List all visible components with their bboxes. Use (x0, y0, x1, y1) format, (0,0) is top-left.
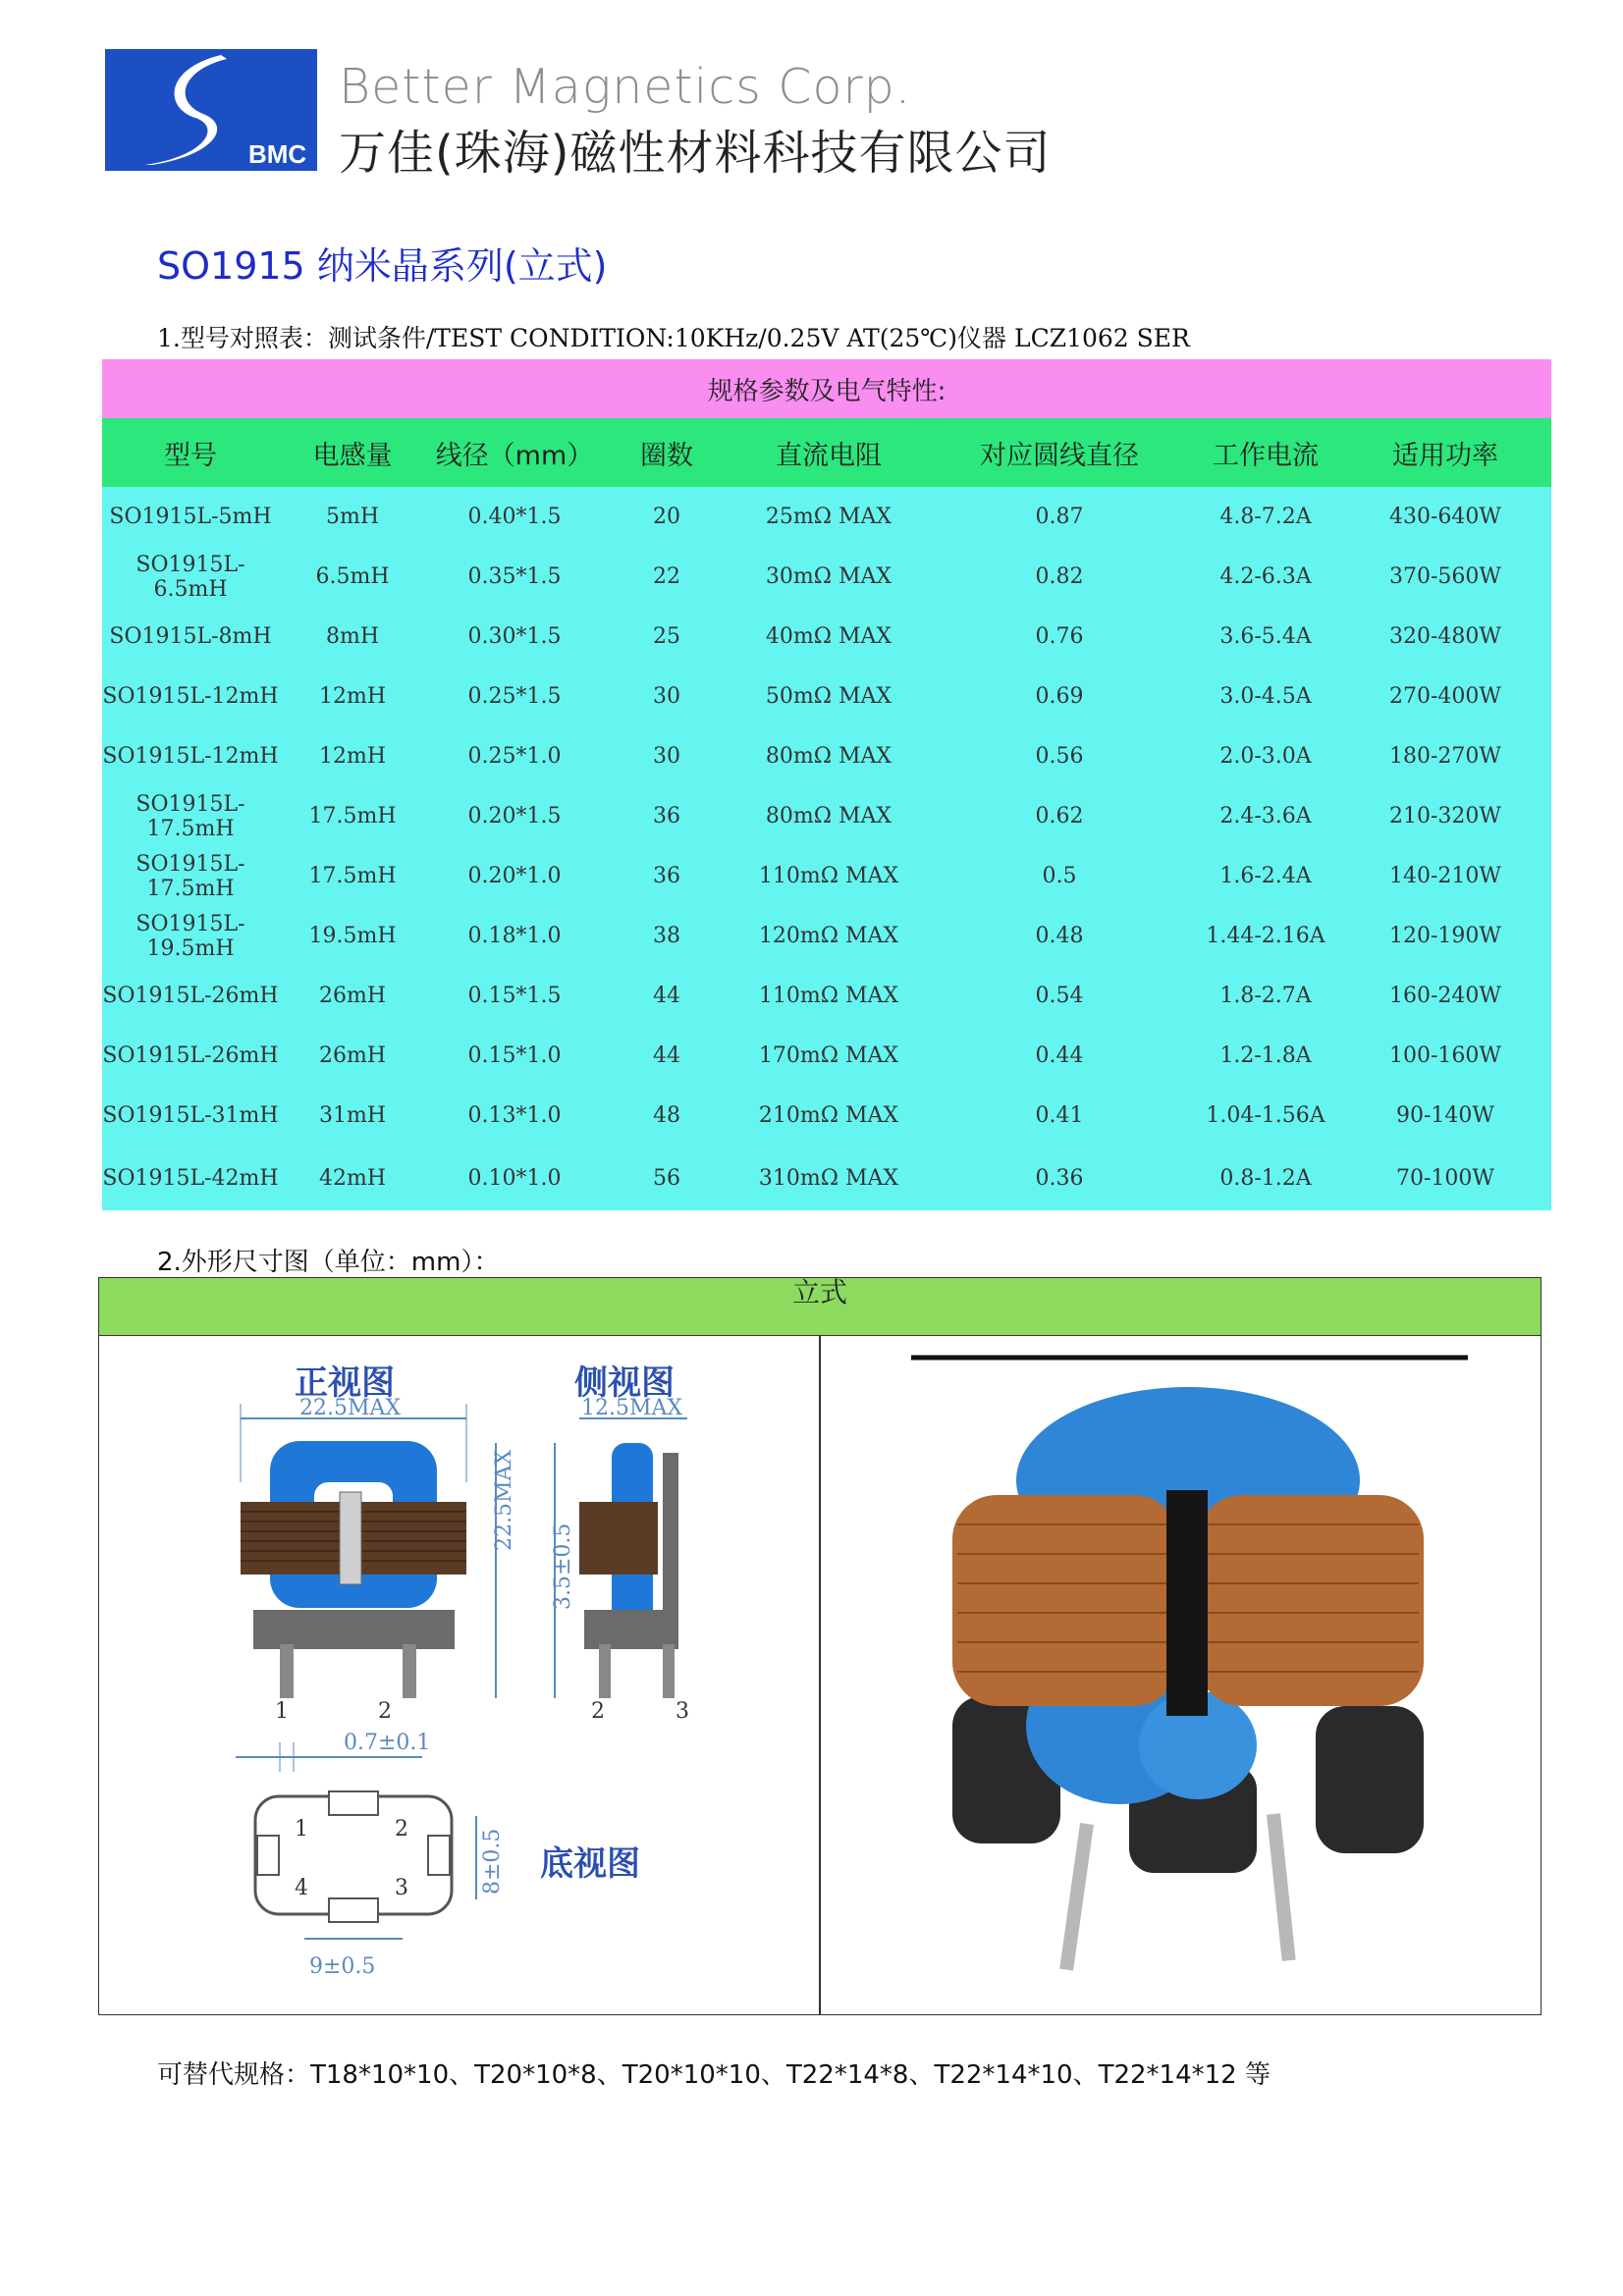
table-cell: 6.5mH (279, 547, 426, 607)
table-cell: 320-480W (1339, 607, 1551, 667)
table-row (102, 1086, 1551, 1146)
table-cell: 4.8-7.2A (1192, 487, 1339, 547)
table-cell: 38 (603, 906, 730, 966)
table-cell: 19.5mH (279, 906, 426, 966)
table-cell: 0.18*1.0 (426, 906, 603, 966)
side-pin-2: 2 (591, 1699, 605, 1724)
bmc-logo (105, 49, 317, 171)
table-cell: 0.25*1.0 (426, 726, 603, 786)
column-header: 对应圆线直径 (927, 418, 1192, 487)
table-cell: 8mH (279, 607, 426, 667)
section-1-heading: 1.型号对照表：测试条件/TEST CONDITION:10KHz/0.25V AT(25℃)仪器 LCZ1062 SER (157, 324, 1190, 352)
table-cell: 1.2-1.8A (1192, 1026, 1339, 1086)
dimension-header: 立式 (99, 1278, 1541, 1336)
bottom-pin-2: 2 (395, 1817, 408, 1842)
front-view-label: 正视图 (295, 1363, 395, 1403)
table-cell: 0.8-1.2A (1192, 1146, 1339, 1210)
table-cell: 90-140W (1339, 1086, 1551, 1146)
company-name-english: Better Magnetics Corp. (339, 59, 912, 115)
table-cell: 270-400W (1339, 667, 1551, 726)
table-cell: 0.62 (927, 786, 1192, 846)
table-cell: 36 (603, 846, 730, 906)
product-photo (903, 1353, 1492, 2001)
table-cell: 0.87 (927, 487, 1192, 547)
column-header: 圈数 (603, 418, 730, 487)
bottom-height-dim: 8±0.5 (480, 1828, 505, 1895)
table-cell: 48 (603, 1086, 730, 1146)
table-cell: 210-320W (1339, 786, 1551, 846)
table-cell: 120mΩ MAX (730, 906, 927, 966)
table-row (102, 607, 1551, 667)
table-cell: 0.41 (927, 1086, 1192, 1146)
spec-table (102, 359, 1551, 1210)
table-cell: 0.76 (927, 607, 1192, 667)
table-row (102, 726, 1551, 786)
table-cell: 0.15*1.0 (426, 1026, 603, 1086)
table-cell: 80mΩ MAX (730, 786, 927, 846)
table-cell: 50mΩ MAX (730, 667, 927, 726)
table-cell: 0.10*1.0 (426, 1146, 603, 1210)
front-base (253, 1610, 455, 1649)
table-cell: 1.6-2.4A (1192, 846, 1339, 906)
table-row (102, 1146, 1551, 1210)
table-cell: 0.30*1.5 (426, 607, 603, 667)
table-cell: 25mΩ MAX (730, 487, 927, 547)
bottom-view-label: 底视图 (540, 1844, 640, 1884)
table-cell: 370-560W (1339, 547, 1551, 607)
company-name-chinese: 万佳(珠海)磁性材料科技有限公司 (339, 126, 1052, 181)
dimension-drawing (108, 1345, 717, 1993)
bottom-pin-3: 3 (395, 1876, 408, 1900)
column-header: 型号 (102, 418, 279, 487)
bottom-pin-1: 1 (295, 1817, 308, 1842)
table-cell: SO1915L-6.5mH (102, 547, 279, 607)
table-cell: 140-210W (1339, 846, 1551, 906)
table-cell: 30mΩ MAX (730, 547, 927, 607)
replacement-specs: 可替代规格：T18*10*10、T20*10*8、T20*10*10、T22*14*8、T22*14*10、T22*14*12 等 (157, 2060, 1271, 2090)
table-cell: 44 (603, 1026, 730, 1086)
table-cell: SO1915L-26mH (102, 1026, 279, 1086)
table-cell: 56 (603, 1146, 730, 1210)
table-row (102, 1026, 1551, 1086)
pin-2-label: 2 (378, 1699, 392, 1724)
table-cell: 12mH (279, 726, 426, 786)
table-cell: 26mH (279, 1026, 426, 1086)
table-cell: 0.40*1.5 (426, 487, 603, 547)
table-cell: 0.20*1.0 (426, 846, 603, 906)
table-row (102, 786, 1551, 846)
column-header: 适用功率 (1339, 418, 1551, 487)
table-cell: SO1915L-12mH (102, 726, 279, 786)
table-cell: 17.5mH (279, 846, 426, 906)
table-cell: 20 (603, 487, 730, 547)
page-title: SO1915 纳米晶系列(立式) (157, 244, 608, 288)
bottom-pin-4: 4 (295, 1876, 308, 1900)
divider (819, 1336, 821, 2015)
table-cell: 40mΩ MAX (730, 607, 927, 667)
table-cell: 22 (603, 547, 730, 607)
table-cell: 5mH (279, 487, 426, 547)
bottom-width-dim: 9±0.5 (309, 1954, 376, 1979)
table-row (102, 667, 1551, 726)
table-cell: 30 (603, 667, 730, 726)
svg-text:BMC: BMC (248, 139, 307, 169)
table-body (102, 487, 1551, 1210)
pin-dia-dim: 0.7±0.1 (344, 1731, 431, 1755)
table-cell: 3.0-4.5A (1192, 667, 1339, 726)
table-row (102, 846, 1551, 906)
table-cell: SO1915L-42mH (102, 1146, 279, 1210)
section-2-heading: 2.外形尺寸图（单位：mm）： (157, 1248, 500, 1277)
table-cell: 31mH (279, 1086, 426, 1146)
height-dim: 22.5MAX (492, 1449, 516, 1551)
table-cell: 100-160W (1339, 1026, 1551, 1086)
table-cell: SO1915L-26mH (102, 966, 279, 1026)
table-cell: 0.15*1.5 (426, 966, 603, 1026)
table-cell: 2.4-3.6A (1192, 786, 1339, 846)
table-cell: 12mH (279, 667, 426, 726)
table-cell: 0.13*1.0 (426, 1086, 603, 1146)
side-width-dim: 12.5MAX (581, 1396, 683, 1420)
table-cell: 0.48 (927, 906, 1192, 966)
table-cell: 0.25*1.5 (426, 667, 603, 726)
table-cell: 4.2-6.3A (1192, 547, 1339, 607)
table-cell: 310mΩ MAX (730, 1146, 927, 1210)
table-cell: 25 (603, 607, 730, 667)
table-cell: SO1915L-12mH (102, 667, 279, 726)
table-cell: 0.5 (927, 846, 1192, 906)
table-row (102, 547, 1551, 607)
table-cell: 0.82 (927, 547, 1192, 607)
table-caption: 规格参数及电气特性: (102, 359, 1551, 418)
table-cell: 0.56 (927, 726, 1192, 786)
table-cell: 180-270W (1339, 726, 1551, 786)
table-cell: 17.5mH (279, 786, 426, 846)
column-header: 直流电阻 (730, 418, 927, 487)
column-header: 电感量 (279, 418, 426, 487)
side-winding (579, 1502, 658, 1575)
table-cell: 30 (603, 726, 730, 786)
table-cell: 160-240W (1339, 966, 1551, 1026)
table-cell: 44 (603, 966, 730, 1026)
table-cell: 430-640W (1339, 487, 1551, 547)
column-header: 线径（mm） (426, 418, 603, 487)
table-cell: 0.36 (927, 1146, 1192, 1210)
table-cell: SO1915L-17.5mH (102, 786, 279, 846)
pin-1-label: 1 (275, 1699, 289, 1724)
table-cell: 80mΩ MAX (730, 726, 927, 786)
table-cell: 36 (603, 786, 730, 846)
side-view-label: 侧视图 (574, 1363, 675, 1403)
table-row (102, 966, 1551, 1026)
table-cell: SO1915L-19.5mH (102, 906, 279, 966)
table-cell: 2.0-3.0A (1192, 726, 1339, 786)
table-row (102, 906, 1551, 966)
table-header-row (102, 418, 1551, 487)
side-pin-3: 3 (676, 1699, 689, 1724)
table-cell: 210mΩ MAX (730, 1086, 927, 1146)
front-width-dim: 22.5MAX (299, 1396, 402, 1420)
table-cell: 42mH (279, 1146, 426, 1210)
table-cell: SO1915L-8mH (102, 607, 279, 667)
table-cell: 3.6-5.4A (1192, 607, 1339, 667)
table-cell: 0.20*1.5 (426, 786, 603, 846)
table-row (102, 487, 1551, 547)
table-cell: 0.44 (927, 1026, 1192, 1086)
table-cell: 0.54 (927, 966, 1192, 1026)
table-cell: 170mΩ MAX (730, 1026, 927, 1086)
table-cell: SO1915L-17.5mH (102, 846, 279, 906)
column-header: 工作电流 (1192, 418, 1339, 487)
table-cell: 26mH (279, 966, 426, 1026)
table-cell: 0.69 (927, 667, 1192, 726)
table-cell: 0.35*1.5 (426, 547, 603, 607)
table-cell: SO1915L-5mH (102, 487, 279, 547)
table-cell: 1.44-2.16A (1192, 906, 1339, 966)
table-cell: 110mΩ MAX (730, 846, 927, 906)
table-cell: 70-100W (1339, 1146, 1551, 1210)
pin-length-dim: 3.5±0.5 (551, 1522, 575, 1610)
table-cell: 120-190W (1339, 906, 1551, 966)
table-cell: 1.04-1.56A (1192, 1086, 1339, 1146)
table-cell: SO1915L-31mH (102, 1086, 279, 1146)
table-cell: 1.8-2.7A (1192, 966, 1339, 1026)
table-cell: 110mΩ MAX (730, 966, 927, 1026)
